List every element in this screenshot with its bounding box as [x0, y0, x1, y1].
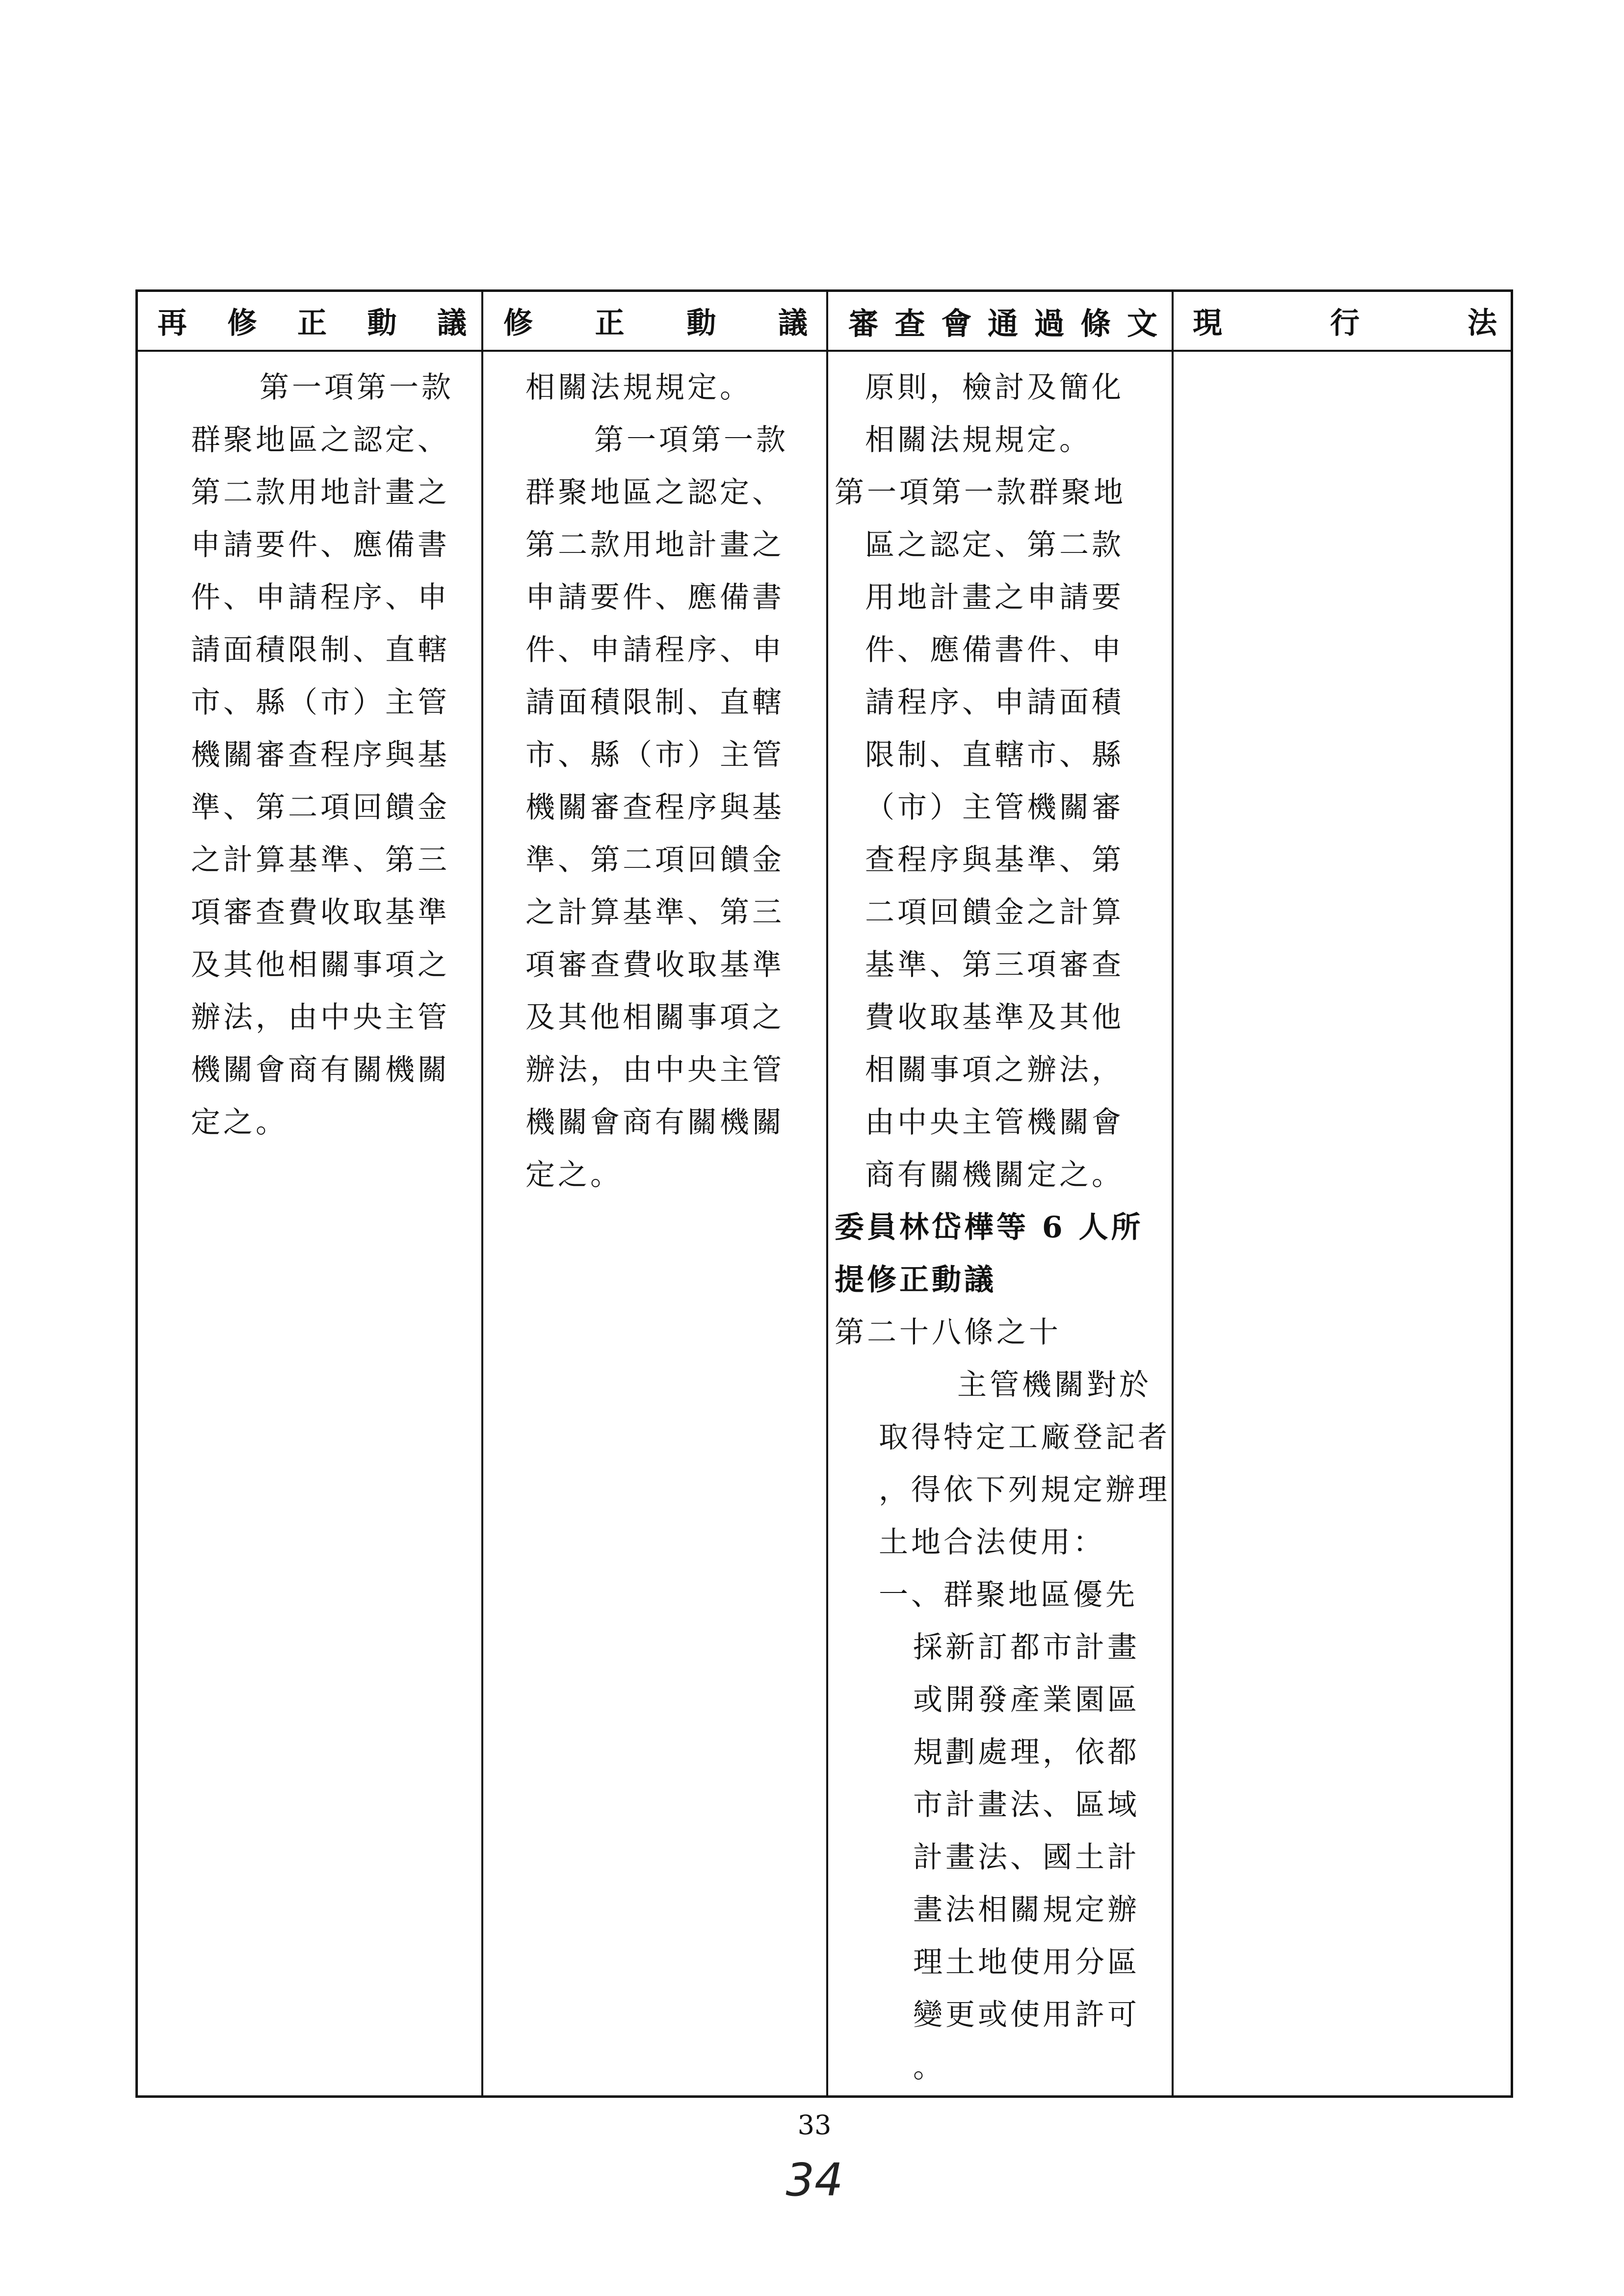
text-line: 請程序、申請面積	[865, 685, 1124, 720]
text-line: 取得特定工廠登記者	[879, 1420, 1170, 1455]
text-line: （市）主管機關審	[865, 790, 1124, 825]
header-amendment	[503, 292, 812, 350]
motion-sponsor-line: 委員林岱樺等 6 人所	[835, 1210, 1144, 1245]
text-line: 主管機關對於	[957, 1368, 1152, 1402]
text-line: 用地計畫之申請要	[865, 580, 1124, 615]
page-number: 33	[797, 2110, 832, 2140]
header-char: 正	[595, 306, 625, 340]
text-line: 群聚地區之認定、	[191, 423, 450, 457]
text-line: 採新訂都市計畫	[913, 1630, 1140, 1665]
text-line: 市計畫法、區域	[913, 1788, 1140, 1822]
text-line: 第一項第一款群聚地	[835, 475, 1126, 510]
header-char: 文	[1126, 305, 1157, 341]
text-line: 查程序與基準、第	[865, 843, 1124, 877]
text-line: 項審查費收取基準	[525, 948, 785, 982]
text-line: 土地合法使用：	[879, 1525, 1105, 1560]
header-committee-text	[848, 292, 1157, 350]
header-char: 議	[437, 306, 467, 340]
header-char: 過	[1034, 305, 1065, 341]
text-line: 規劃處理，依都	[913, 1735, 1140, 1770]
text-line: 請面積限制、直轄	[191, 633, 450, 667]
text-line: 機關審查程序與基	[191, 738, 450, 772]
text-line: 準、第二項回饋金	[525, 843, 785, 877]
text-line: 準、第二項回饋金	[191, 790, 450, 825]
text-line: 市、縣（市）主管	[525, 738, 785, 772]
text-line: 。	[913, 2050, 945, 2085]
text-line: ，得依下列規定辦理	[879, 1473, 1170, 1507]
header-char: 通	[987, 305, 1018, 341]
column-divider	[826, 292, 828, 2095]
text-line: 基準、第三項審查	[865, 948, 1124, 982]
header-char: 條	[1080, 305, 1111, 341]
text-line: 第二款用地計畫之	[191, 475, 450, 510]
text-line: 相關事項之辦法，	[865, 1053, 1124, 1087]
text-line: 第二款用地計畫之	[525, 528, 785, 562]
text-line: 原則，檢討及簡化	[865, 370, 1124, 405]
text-line: 群聚地區之認定、	[525, 475, 785, 510]
text-line: 辦法，由中央主管	[191, 1000, 450, 1035]
amendment-cell	[525, 362, 788, 1201]
header-char: 法	[1467, 306, 1497, 340]
text-line: 機關會商有關機關	[191, 1053, 450, 1087]
text-line: 機關會商有關機關	[525, 1105, 785, 1140]
header-char: 修	[503, 306, 533, 340]
column-divider	[481, 292, 483, 2095]
handwritten-page-number: 34	[786, 2154, 843, 2206]
header-re-amendment	[157, 292, 471, 350]
text-line: 市、縣（市）主管	[191, 685, 450, 720]
text-line: 第一項第一款	[260, 370, 454, 405]
text-line: 定之。	[525, 1158, 623, 1192]
text-line: 二項回饋金之計算	[865, 895, 1124, 930]
text-line: 相關法規規定。	[525, 370, 752, 405]
text-line: 件、申請程序、申	[525, 633, 785, 667]
header-char: 動	[367, 306, 397, 340]
text-line: 之計算基準、第三	[191, 843, 450, 877]
text-line: 畫法相關規定辦	[913, 1893, 1140, 1927]
text-line: 區之認定、第二款	[865, 528, 1124, 562]
text-line: 第一項第一款	[594, 423, 788, 457]
committee-text-cell	[835, 362, 1170, 2094]
re-amendment-cell	[191, 362, 454, 1149]
comparison-table	[135, 289, 1513, 2098]
motion-sponsor-line: 提修正動議	[835, 1263, 996, 1297]
header-char: 再	[157, 306, 187, 340]
text-line: 計畫法、國土計	[913, 1840, 1140, 1875]
text-line: 一、群聚地區優先	[879, 1578, 1138, 1612]
text-line: 辦法，由中央主管	[525, 1053, 785, 1087]
text-line: 申請要件、應備書	[525, 580, 785, 615]
article-title: 第二十八條之十	[835, 1315, 1061, 1350]
header-char: 動	[686, 306, 716, 340]
text-line: 機關審查程序與基	[525, 790, 785, 825]
text-line: 件、應備書件、申	[865, 633, 1124, 667]
text-line: 商有關機關定之。	[865, 1158, 1124, 1192]
column-divider	[1172, 292, 1174, 2095]
header-char: 正	[297, 306, 327, 340]
text-line: 限制、直轄市、縣	[865, 738, 1124, 772]
text-line: 之計算基準、第三	[525, 895, 785, 930]
header-char: 議	[778, 306, 808, 340]
text-line: 申請要件、應備書	[191, 528, 450, 562]
header-char: 行	[1330, 306, 1360, 340]
text-line: 件、申請程序、申	[191, 580, 450, 615]
header-divider	[138, 350, 1511, 352]
header-current-law	[1193, 292, 1497, 350]
header-char: 會	[941, 305, 972, 341]
text-line: 或開發產業園區	[913, 1683, 1140, 1717]
header-char: 審	[848, 305, 879, 341]
text-line: 請面積限制、直轄	[525, 685, 785, 720]
header-char: 修	[227, 306, 257, 340]
text-line: 項審查費收取基準	[191, 895, 450, 930]
text-line: 定之。	[191, 1105, 288, 1140]
header-char: 現	[1193, 306, 1222, 340]
text-line: 費收取基準及其他	[865, 1000, 1124, 1035]
text-line: 由中央主管機關會	[865, 1105, 1124, 1140]
text-line: 變更或使用許可	[913, 1998, 1140, 2032]
text-line: 及其他相關事項之	[525, 1000, 785, 1035]
text-line: 相關法規規定。	[865, 423, 1092, 457]
text-line: 及其他相關事項之	[191, 948, 450, 982]
text-line: 理土地使用分區	[913, 1945, 1140, 1980]
header-char: 查	[894, 305, 925, 341]
